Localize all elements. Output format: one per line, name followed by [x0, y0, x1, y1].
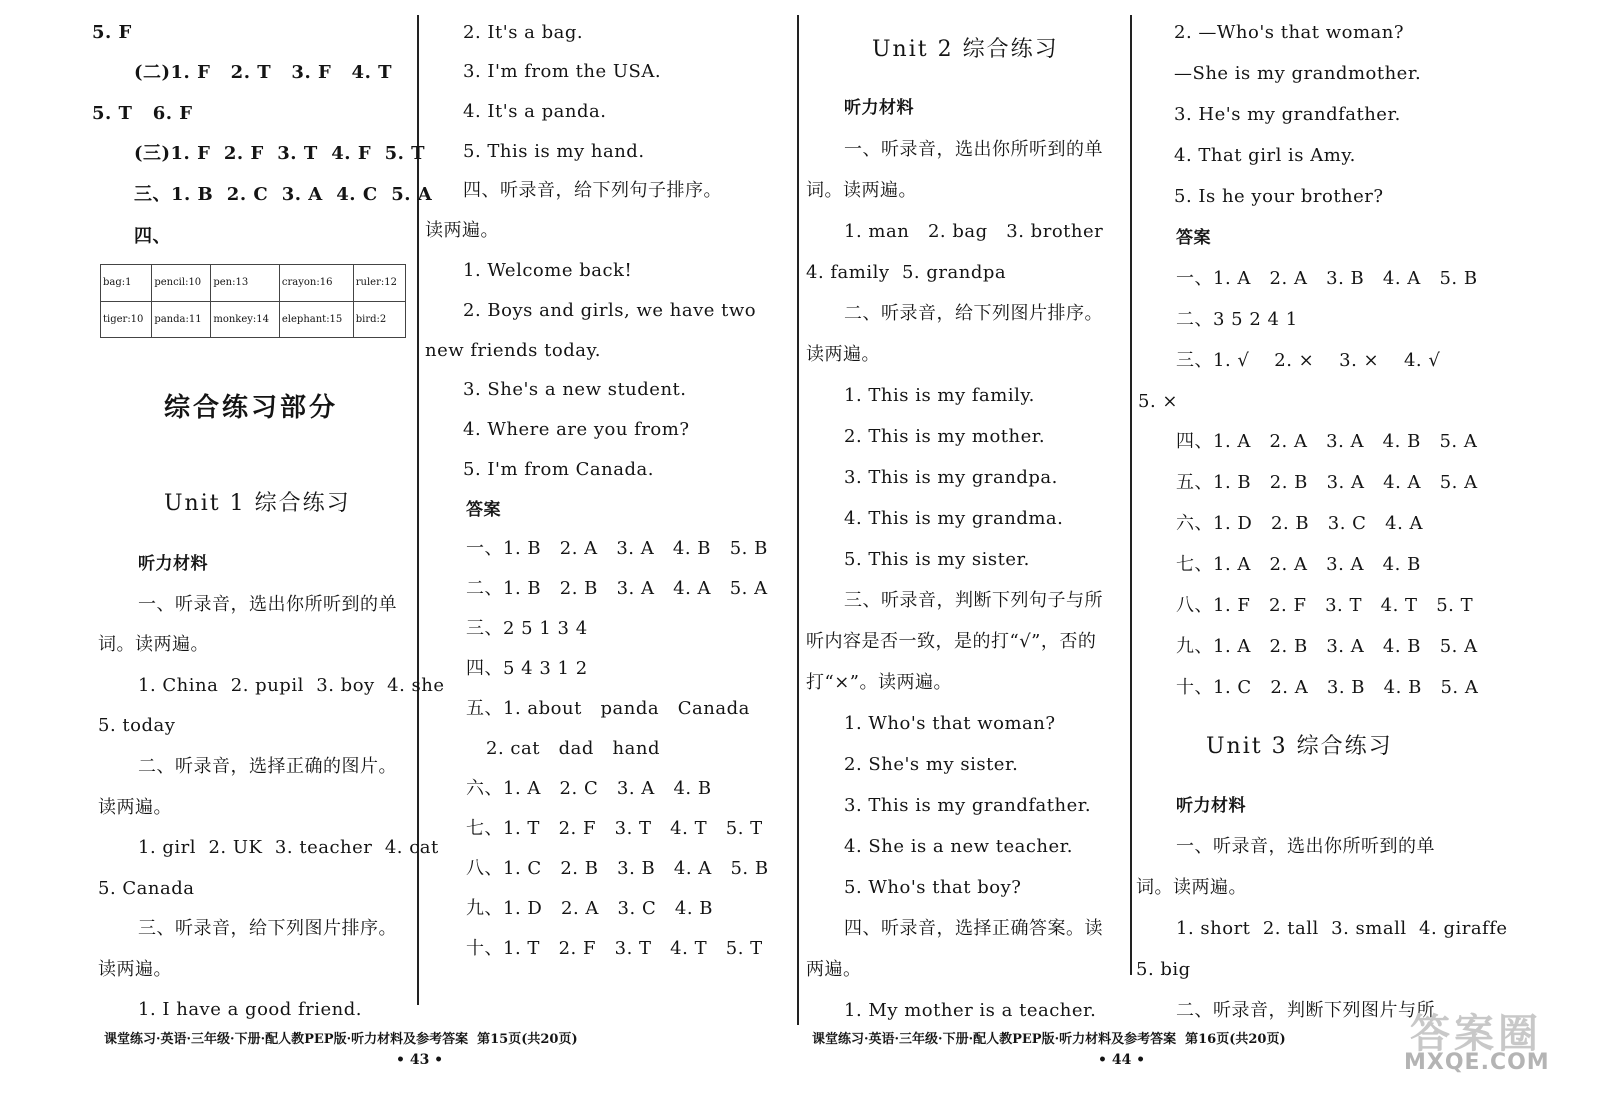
answer-line: 二、3 5 2 4 1 — [1176, 309, 1298, 330]
table-cell: monkey:14 — [211, 301, 280, 338]
text-line: 1. girl 2. UK 3. teacher 4. cat — [138, 837, 439, 858]
text-line: 三、听录音，判断下列句子与所 — [844, 590, 1103, 611]
text-line: 5. Canada — [98, 878, 195, 899]
table-cell: panda:11 — [152, 301, 211, 338]
answer-line: 三、2 5 1 3 4 — [466, 618, 588, 639]
answer-line: 七、1. A 2. A 3. A 4. B — [1176, 554, 1421, 575]
subheading: 听力材料 — [844, 98, 914, 118]
answer-line: 五、1. about panda Canada — [466, 698, 750, 719]
text-line: 读两遍。 — [425, 220, 499, 241]
text-line: 5. Who's that boy? — [844, 877, 1022, 898]
table-cell: tiger:10 — [101, 301, 152, 338]
text-line: 一、听录音，选出你所听到的单 — [138, 594, 397, 615]
answer-line: 八、1. C 2. B 3. B 4. A 5. B — [466, 858, 769, 879]
table-cell: pen:13 — [211, 265, 280, 302]
unit-title: Unit 1 综合练习 — [164, 491, 351, 516]
text-line: 两遍。 — [806, 959, 862, 980]
text-line: 4. family 5. grandpa — [806, 262, 1007, 283]
watermark-url: MXQE.COM — [1404, 1050, 1550, 1075]
text-line: 二、听录音，给下列图片排序。 — [844, 303, 1103, 324]
unit-title: Unit 3 综合练习 — [1206, 734, 1393, 759]
text-line: 4. It's a panda. — [463, 101, 607, 122]
answer-line: 五、1. B 2. B 3. A 4. A 5. A — [1176, 472, 1478, 493]
column-divider-right — [1130, 15, 1132, 975]
text-line: 4. That girl is Amy. — [1174, 145, 1356, 166]
answer-line: 一、1. B 2. A 3. A 4. B 5. B — [466, 538, 768, 559]
table-cell: bird:2 — [353, 301, 405, 338]
text-line: 读两遍。 — [98, 797, 172, 818]
text-line: 2. This is my mother. — [844, 426, 1046, 447]
footer-left: 课堂练习·英语·三年级·下册·配人教PEP版·听力材料及参考答案 第15页(共20页) — [104, 1032, 578, 1047]
section-title: 综合练习部分 — [164, 393, 339, 423]
answer-line: 三、1. √ 2. × 3. × 4. √ — [1176, 350, 1441, 371]
text-line: 1. Who's that woman? — [844, 713, 1056, 734]
table-row — [101, 301, 406, 338]
text-line: 2. It's a bag. — [463, 22, 584, 43]
text-line: 4. This is my grandma. — [844, 508, 1064, 529]
text-line: 词。读两遍。 — [98, 634, 209, 655]
page-number-right: • 44 • — [1098, 1052, 1146, 1068]
answer-line: 六、1. D 2. B 3. C 4. A — [1176, 513, 1424, 534]
table-cell: ruler:12 — [353, 265, 405, 302]
answer-line: 四、1. A 2. A 3. A 4. B 5. A — [1176, 431, 1478, 452]
text-line: 5. I'm from Canada. — [463, 459, 654, 480]
text-line: 5. today — [98, 715, 176, 736]
table-cell: bag:1 — [101, 265, 152, 302]
subheading: 答案 — [1176, 228, 1211, 248]
text-line: 一、听录音，选出你所听到的单 — [1176, 836, 1435, 857]
text-line: 1. I have a good friend. — [138, 999, 363, 1020]
subheading: 听力材料 — [138, 554, 208, 574]
text-line: 词。读两遍。 — [806, 180, 917, 201]
text-line: 5. big — [1136, 959, 1191, 980]
answer-line: 十、1. T 2. F 3. T 4. T 5. T — [466, 938, 763, 959]
text-line: 4. She is a new teacher. — [844, 836, 1074, 857]
text-line: 二、听录音，判断下列图片与所 — [1176, 1000, 1435, 1021]
answer-line: 三、1. B 2. C 3. A 4. C 5. A — [134, 184, 433, 205]
text-line: 3. She's a new student. — [463, 379, 687, 400]
text-line: 一、听录音，选出你所听到的单 — [844, 139, 1103, 160]
text-line: 1. man 2. bag 3. brother — [844, 221, 1104, 242]
text-line: 读两遍。 — [806, 344, 880, 365]
table-cell: crayon:16 — [279, 265, 353, 302]
text-line: 1. My mother is a teacher. — [844, 1000, 1097, 1021]
watermark — [1390, 1000, 1590, 1080]
text-line: 2. She's my sister. — [844, 754, 1019, 775]
text-line: 四、听录音，选择正确答案。读 — [844, 918, 1103, 939]
text-line: 3. I'm from the USA. — [463, 61, 662, 82]
text-line: 3. This is my grandpa. — [844, 467, 1058, 488]
word-count-table — [100, 264, 406, 338]
answer-line: 2. cat dad hand — [486, 738, 660, 759]
text-line: 1. Welcome back! — [463, 260, 633, 281]
text-line: 词。读两遍。 — [1136, 877, 1247, 898]
text-line: 3. This is my grandfather. — [844, 795, 1092, 816]
text-line: 3. He's my grandfather. — [1174, 104, 1401, 125]
answer-line: 十、1. C 2. A 3. B 4. B 5. A — [1176, 677, 1479, 698]
answer-line: 5. × — [1138, 391, 1178, 412]
watermark-logo-text: 答案圈 — [1410, 1011, 1542, 1057]
text-line: new friends today. — [425, 340, 601, 361]
subheading: 答案 — [466, 500, 501, 520]
answer-line: 七、1. T 2. F 3. T 4. T 5. T — [466, 818, 763, 839]
answer-line: 八、1. F 2. F 3. T 4. T 5. T — [1176, 595, 1474, 616]
answer-line: 二、1. B 2. B 3. A 4. A 5. A — [466, 578, 768, 599]
text-line: 1. short 2. tall 3. small 4. giraffe — [1176, 918, 1508, 939]
answer-line: 四、5 4 3 1 2 — [466, 658, 588, 679]
text-line: 5. This is my hand. — [463, 141, 645, 162]
answer-line: 六、1. A 2. C 3. A 4. B — [466, 778, 712, 799]
answer-line: 九、1. A 2. B 3. A 4. B 5. A — [1176, 636, 1478, 657]
text-line: 1. China 2. pupil 3. boy 4. she — [138, 675, 445, 696]
answer-line: 5. T 6. F — [92, 103, 193, 124]
text-line: 四、听录音，给下列句子排序。 — [463, 180, 722, 201]
answer-line: 四、 — [134, 226, 171, 247]
text-line: 1. This is my family. — [844, 385, 1035, 406]
footer-right: 课堂练习·英语·三年级·下册·配人教PEP版·听力材料及参考答案 第16页(共20页) — [812, 1032, 1286, 1047]
text-line: 听内容是否一致，是的打“√”，否的 — [806, 631, 1097, 652]
text-line: 二、听录音，选择正确的图片。 — [138, 756, 397, 777]
table-cell: pencil:10 — [152, 265, 211, 302]
answer-line: (三)1. F 2. F 3. T 4. F 5. T — [134, 143, 426, 164]
text-line: 2. Boys and girls, we have two — [463, 300, 757, 321]
text-line: 打“×”。读两遍。 — [806, 672, 952, 693]
page-divider-center — [797, 15, 799, 1025]
text-line: 4. Where are you from? — [463, 419, 690, 440]
answer-line: 九、1. D 2. A 3. C 4. B — [466, 898, 714, 919]
table-row — [101, 265, 406, 302]
answer-line: 一、1. A 2. A 3. B 4. A 5. B — [1176, 268, 1478, 289]
subheading: 听力材料 — [1176, 796, 1246, 816]
answer-line: (二)1. F 2. T 3. F 4. T — [134, 62, 393, 83]
text-line: 三、听录音，给下列图片排序。 — [138, 918, 397, 939]
text-line: 5. This is my sister. — [844, 549, 1030, 570]
page-number-left: • 43 • — [396, 1052, 444, 1068]
text-line: —She is my grandmother. — [1174, 63, 1422, 84]
text-line: 2. —Who's that woman? — [1174, 22, 1405, 43]
unit-title: Unit 2 综合练习 — [872, 37, 1059, 62]
text-line: 读两遍。 — [98, 959, 172, 980]
text-line: 5. Is he your brother? — [1174, 186, 1384, 207]
answer-line: 5. F — [92, 22, 132, 43]
table-cell: elephant:15 — [279, 301, 353, 338]
